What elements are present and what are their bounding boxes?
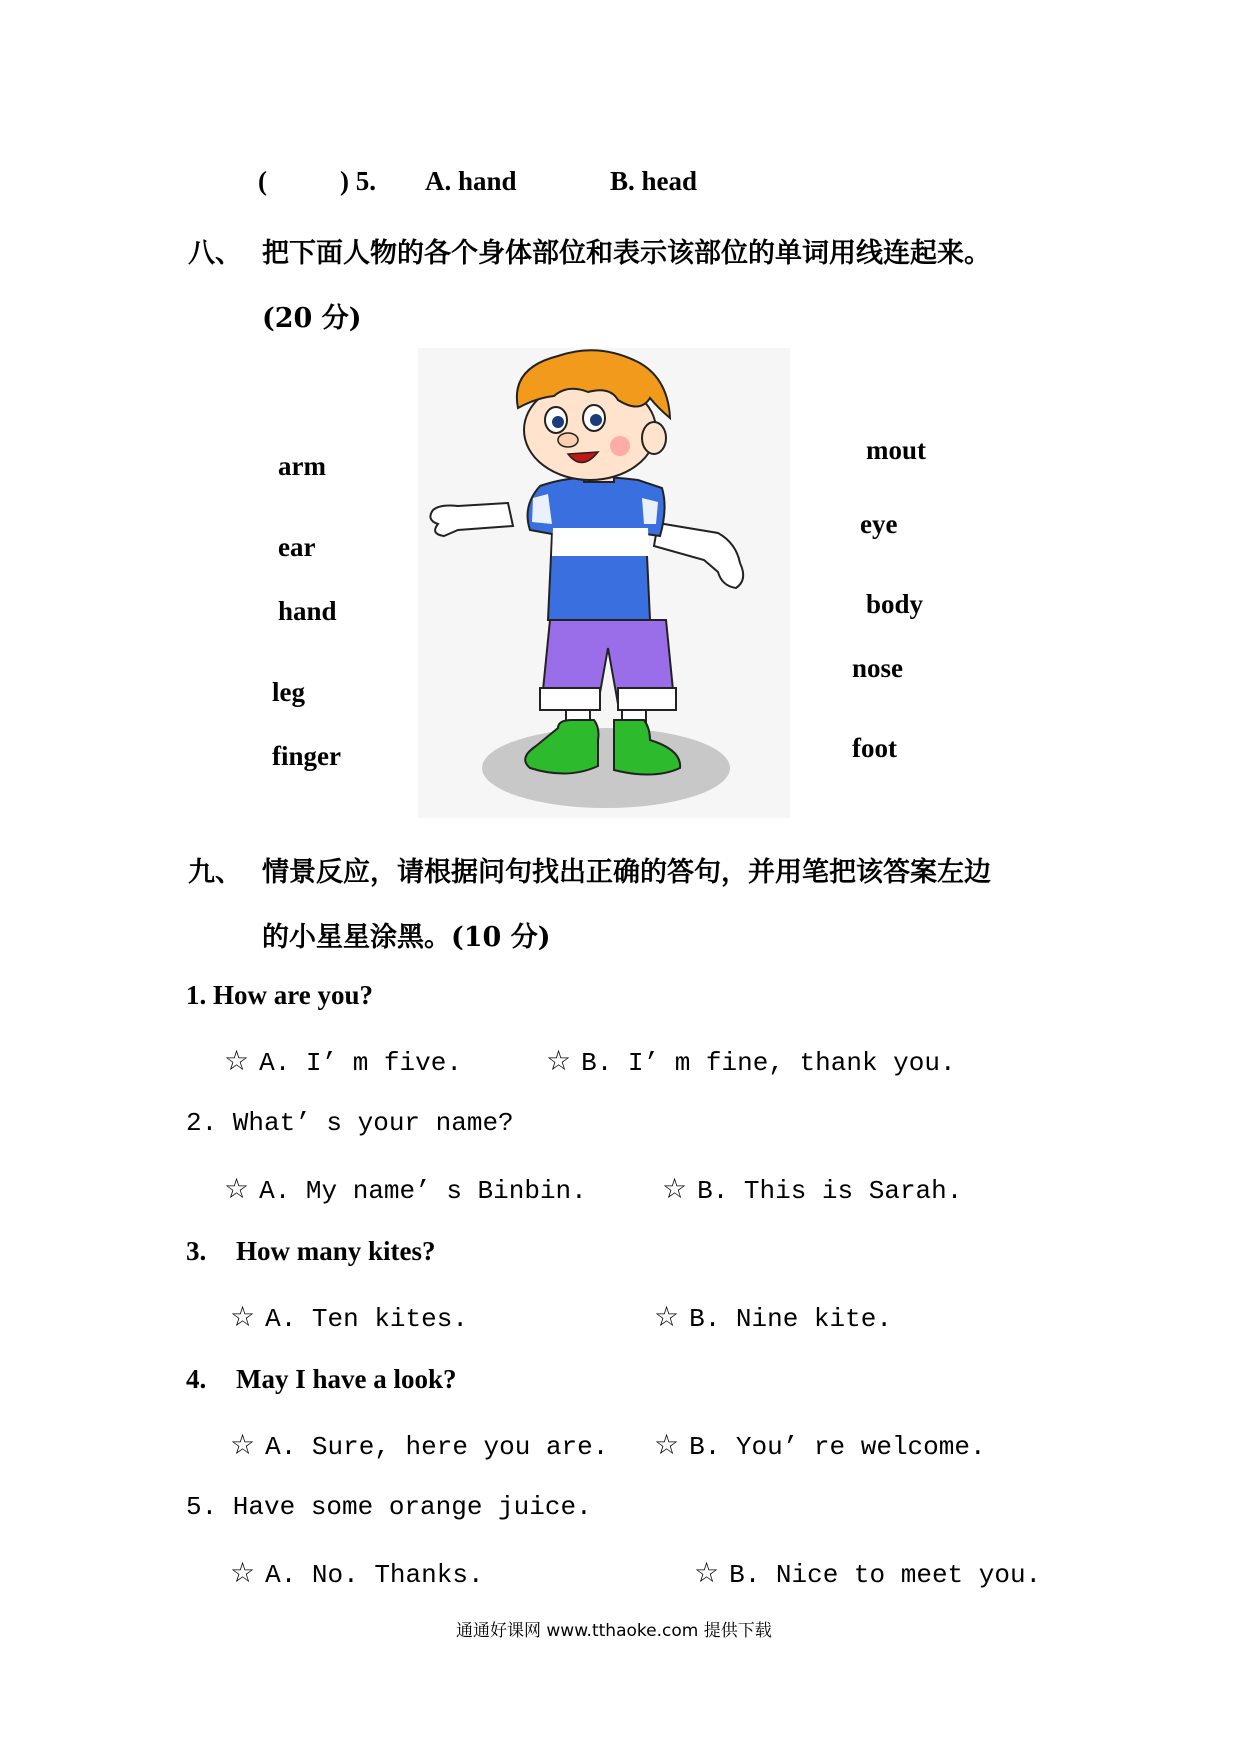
q5-option-b[interactable] [694, 1556, 1041, 1590]
question-5: 5. Have some orange juice. [186, 1492, 592, 1522]
footer-text: 通通好课网 www.tthaoke.com 提供下载 [456, 1621, 772, 1641]
word-finger: finger [272, 741, 341, 771]
star-icon[interactable]: ☆ [694, 1556, 720, 1589]
question-3-number: 3. [186, 1236, 207, 1266]
q1-option-b-text: B. I’ m fine, thank you. [581, 1048, 956, 1078]
word-leg: leg [272, 677, 305, 707]
word-body: body [866, 589, 924, 619]
question-1: 1. How are you? [186, 980, 373, 1010]
word-eye: eye [860, 509, 898, 539]
q5-option-b-text: B. Nice to meet you. [729, 1560, 1042, 1590]
star-icon[interactable]: ☆ [654, 1428, 680, 1461]
q4-option-b-text: B. You’ re welcome. [689, 1432, 986, 1462]
q4-option-b[interactable] [654, 1428, 986, 1462]
q5-option-a: A. hand [425, 166, 517, 196]
star-icon[interactable]: ☆ [224, 1172, 250, 1205]
star-icon[interactable]: ☆ [230, 1300, 256, 1333]
section9-title-line1: 情景反应，请根据问句找出正确的答句，并用笔把该答案左边 [262, 857, 991, 888]
word-arm: arm [278, 451, 326, 481]
q4-option-a-text: A. Sure, here you are. [265, 1432, 609, 1462]
section8-number: 八、 [188, 238, 242, 269]
q1-option-b[interactable] [546, 1044, 956, 1078]
word-hand: hand [278, 596, 337, 626]
q1-option-a-text: A. I’ m five. [259, 1048, 462, 1078]
star-icon[interactable]: ☆ [662, 1172, 688, 1205]
q1-option-a[interactable] [224, 1044, 462, 1078]
star-icon[interactable]: ☆ [230, 1428, 256, 1461]
section9-title-line2: 的小星星涂黑。(10 分) [262, 922, 551, 953]
star-icon[interactable]: ☆ [546, 1044, 572, 1077]
section9-number: 九、 [188, 857, 242, 888]
q3-option-b-text: B. Nine kite. [689, 1304, 892, 1334]
star-icon[interactable]: ☆ [230, 1556, 256, 1589]
word-ear: ear [278, 532, 316, 562]
q5-number: ) 5. [340, 166, 376, 196]
star-icon[interactable]: ☆ [654, 1300, 680, 1333]
q3-option-b[interactable] [654, 1300, 892, 1334]
question-4: May I have a look? [236, 1364, 457, 1394]
star-icon[interactable]: ☆ [224, 1044, 250, 1077]
cartoon-boy-illustration [418, 348, 790, 818]
section8-score: (20 分) [262, 303, 362, 334]
q5-paren-open: ( [258, 166, 267, 196]
section8-title: 把下面人物的各个身体部位和表示该部位的单词用线连起来。 [262, 238, 991, 269]
q3-option-a[interactable] [230, 1300, 468, 1334]
word-nose: nose [852, 653, 904, 683]
q2-option-a-text: A. My name’ s Binbin. [259, 1176, 587, 1206]
q2-option-b-text: B. This is Sarah. [697, 1176, 963, 1206]
q3-option-a-text: A. Ten kites. [265, 1304, 468, 1334]
word-mout: mout [866, 435, 926, 465]
q2-option-b[interactable] [662, 1172, 962, 1206]
word-foot: foot [852, 733, 897, 763]
question-4-number: 4. [186, 1364, 207, 1394]
q4-option-a[interactable] [230, 1428, 608, 1462]
q5-option-a[interactable] [230, 1556, 484, 1590]
q5-option-a-text: A. No. Thanks. [265, 1560, 484, 1590]
question-2: 2. What’ s your name? [186, 1108, 514, 1138]
q2-option-a[interactable] [224, 1172, 587, 1206]
q5-option-b: B. head [610, 166, 698, 196]
question-3: How many kites? [236, 1236, 436, 1266]
